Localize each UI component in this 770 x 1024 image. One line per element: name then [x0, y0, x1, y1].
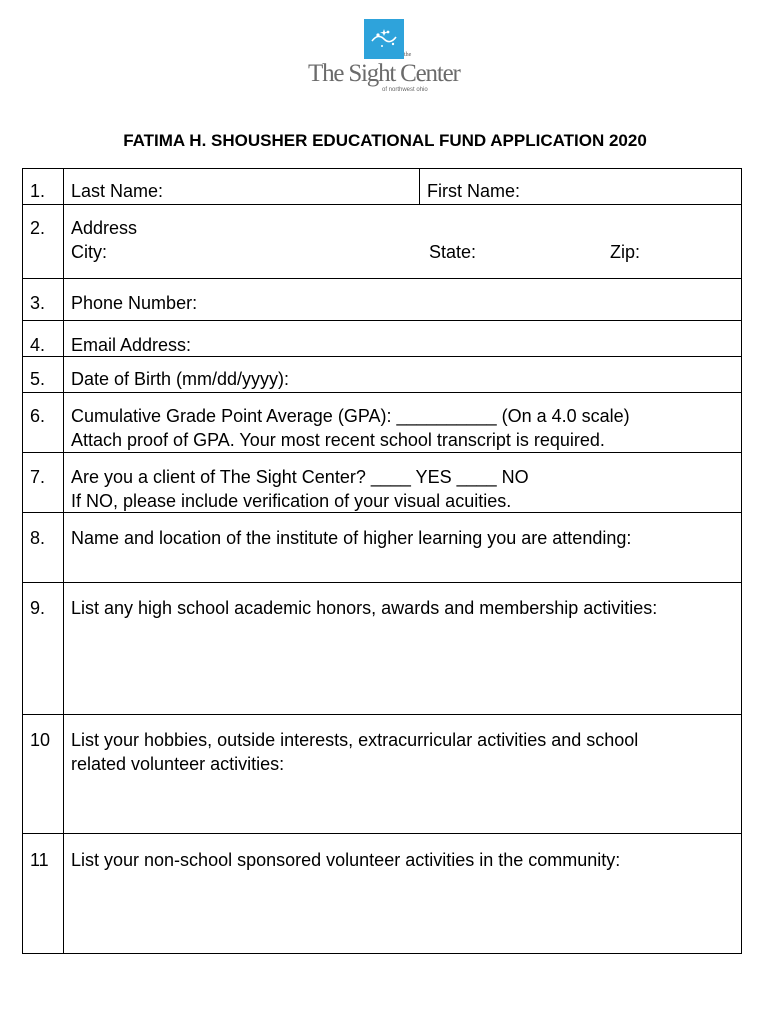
state-field[interactable]: State: [429, 242, 477, 262]
row-number: 11 [30, 850, 49, 870]
honors-field[interactable]: List any high school academic honors, awards and membership activities: [71, 598, 658, 618]
acuities-instruction: If NO, please include verification of your visual acuities. [71, 491, 512, 511]
last-name-field[interactable]: Last Name: [71, 181, 164, 201]
form-row-7 [23, 453, 741, 513]
form-row-5 [23, 357, 741, 393]
address-field[interactable]: Address [71, 218, 138, 238]
row-number: 9. [30, 598, 46, 618]
row-number: 6. [30, 406, 46, 426]
hobbies-field-line2: related volunteer activities: [71, 754, 285, 774]
row-number: 2. [30, 218, 46, 238]
form-row-10 [23, 715, 741, 834]
page-title: FATIMA H. SHOUSHER EDUCATIONAL FUND APPLICATION 2020 [123, 131, 647, 150]
form-row-4 [23, 321, 741, 357]
name-divider [419, 169, 420, 204]
row-number: 3. [30, 293, 46, 313]
date-of-birth-field[interactable]: Date of Birth (mm/dd/yyyy): [71, 369, 290, 389]
hobbies-field[interactable]: List your hobbies, outside interests, extracurricular activities and school [71, 730, 639, 750]
email-address-field[interactable]: Email Address: [71, 335, 192, 355]
row-number: 8. [30, 528, 46, 548]
form-row-6 [23, 393, 741, 453]
volunteer-field[interactable]: List your non-school sponsored volunteer activities in the community: [71, 850, 621, 870]
gpa-instruction: Attach proof of GPA. Your most recent school transcript is required. [71, 430, 605, 450]
form-row-3 [23, 279, 741, 321]
row-number: 5. [30, 369, 46, 389]
first-name-field[interactable]: First Name: [427, 181, 521, 201]
city-field[interactable]: City: [71, 242, 107, 262]
form-row-8 [23, 513, 741, 583]
client-yes-no-field[interactable]: Are you a client of The Sight Center? ____ YES ____ NO [71, 467, 529, 487]
institute-field[interactable]: Name and location of the institute of higher learning you are attending: [71, 528, 632, 548]
application-form-table [22, 168, 742, 954]
row-number: 7. [30, 467, 46, 487]
gpa-field[interactable]: Cumulative Grade Point Average (GPA): __________ (On a 4.0 scale) [71, 406, 630, 426]
logo-sub-text: of northwest ohio [382, 87, 428, 93]
zip-field[interactable]: Zip: [610, 242, 641, 262]
logo-name-text: The Sight Center [308, 60, 460, 87]
phone-number-field[interactable]: Phone Number: [71, 293, 198, 313]
row-number: 10 [30, 730, 51, 750]
form-row-2 [23, 205, 741, 279]
form-row-11 [23, 834, 741, 955]
sight-center-logo [300, 14, 470, 96]
logo-the-text: the [404, 52, 412, 58]
row-number: 1. [30, 181, 46, 201]
row-number: 4. [30, 335, 46, 355]
form-row-9 [23, 583, 741, 715]
logo-mark-icon [364, 19, 404, 59]
form-row-1 [23, 169, 741, 205]
